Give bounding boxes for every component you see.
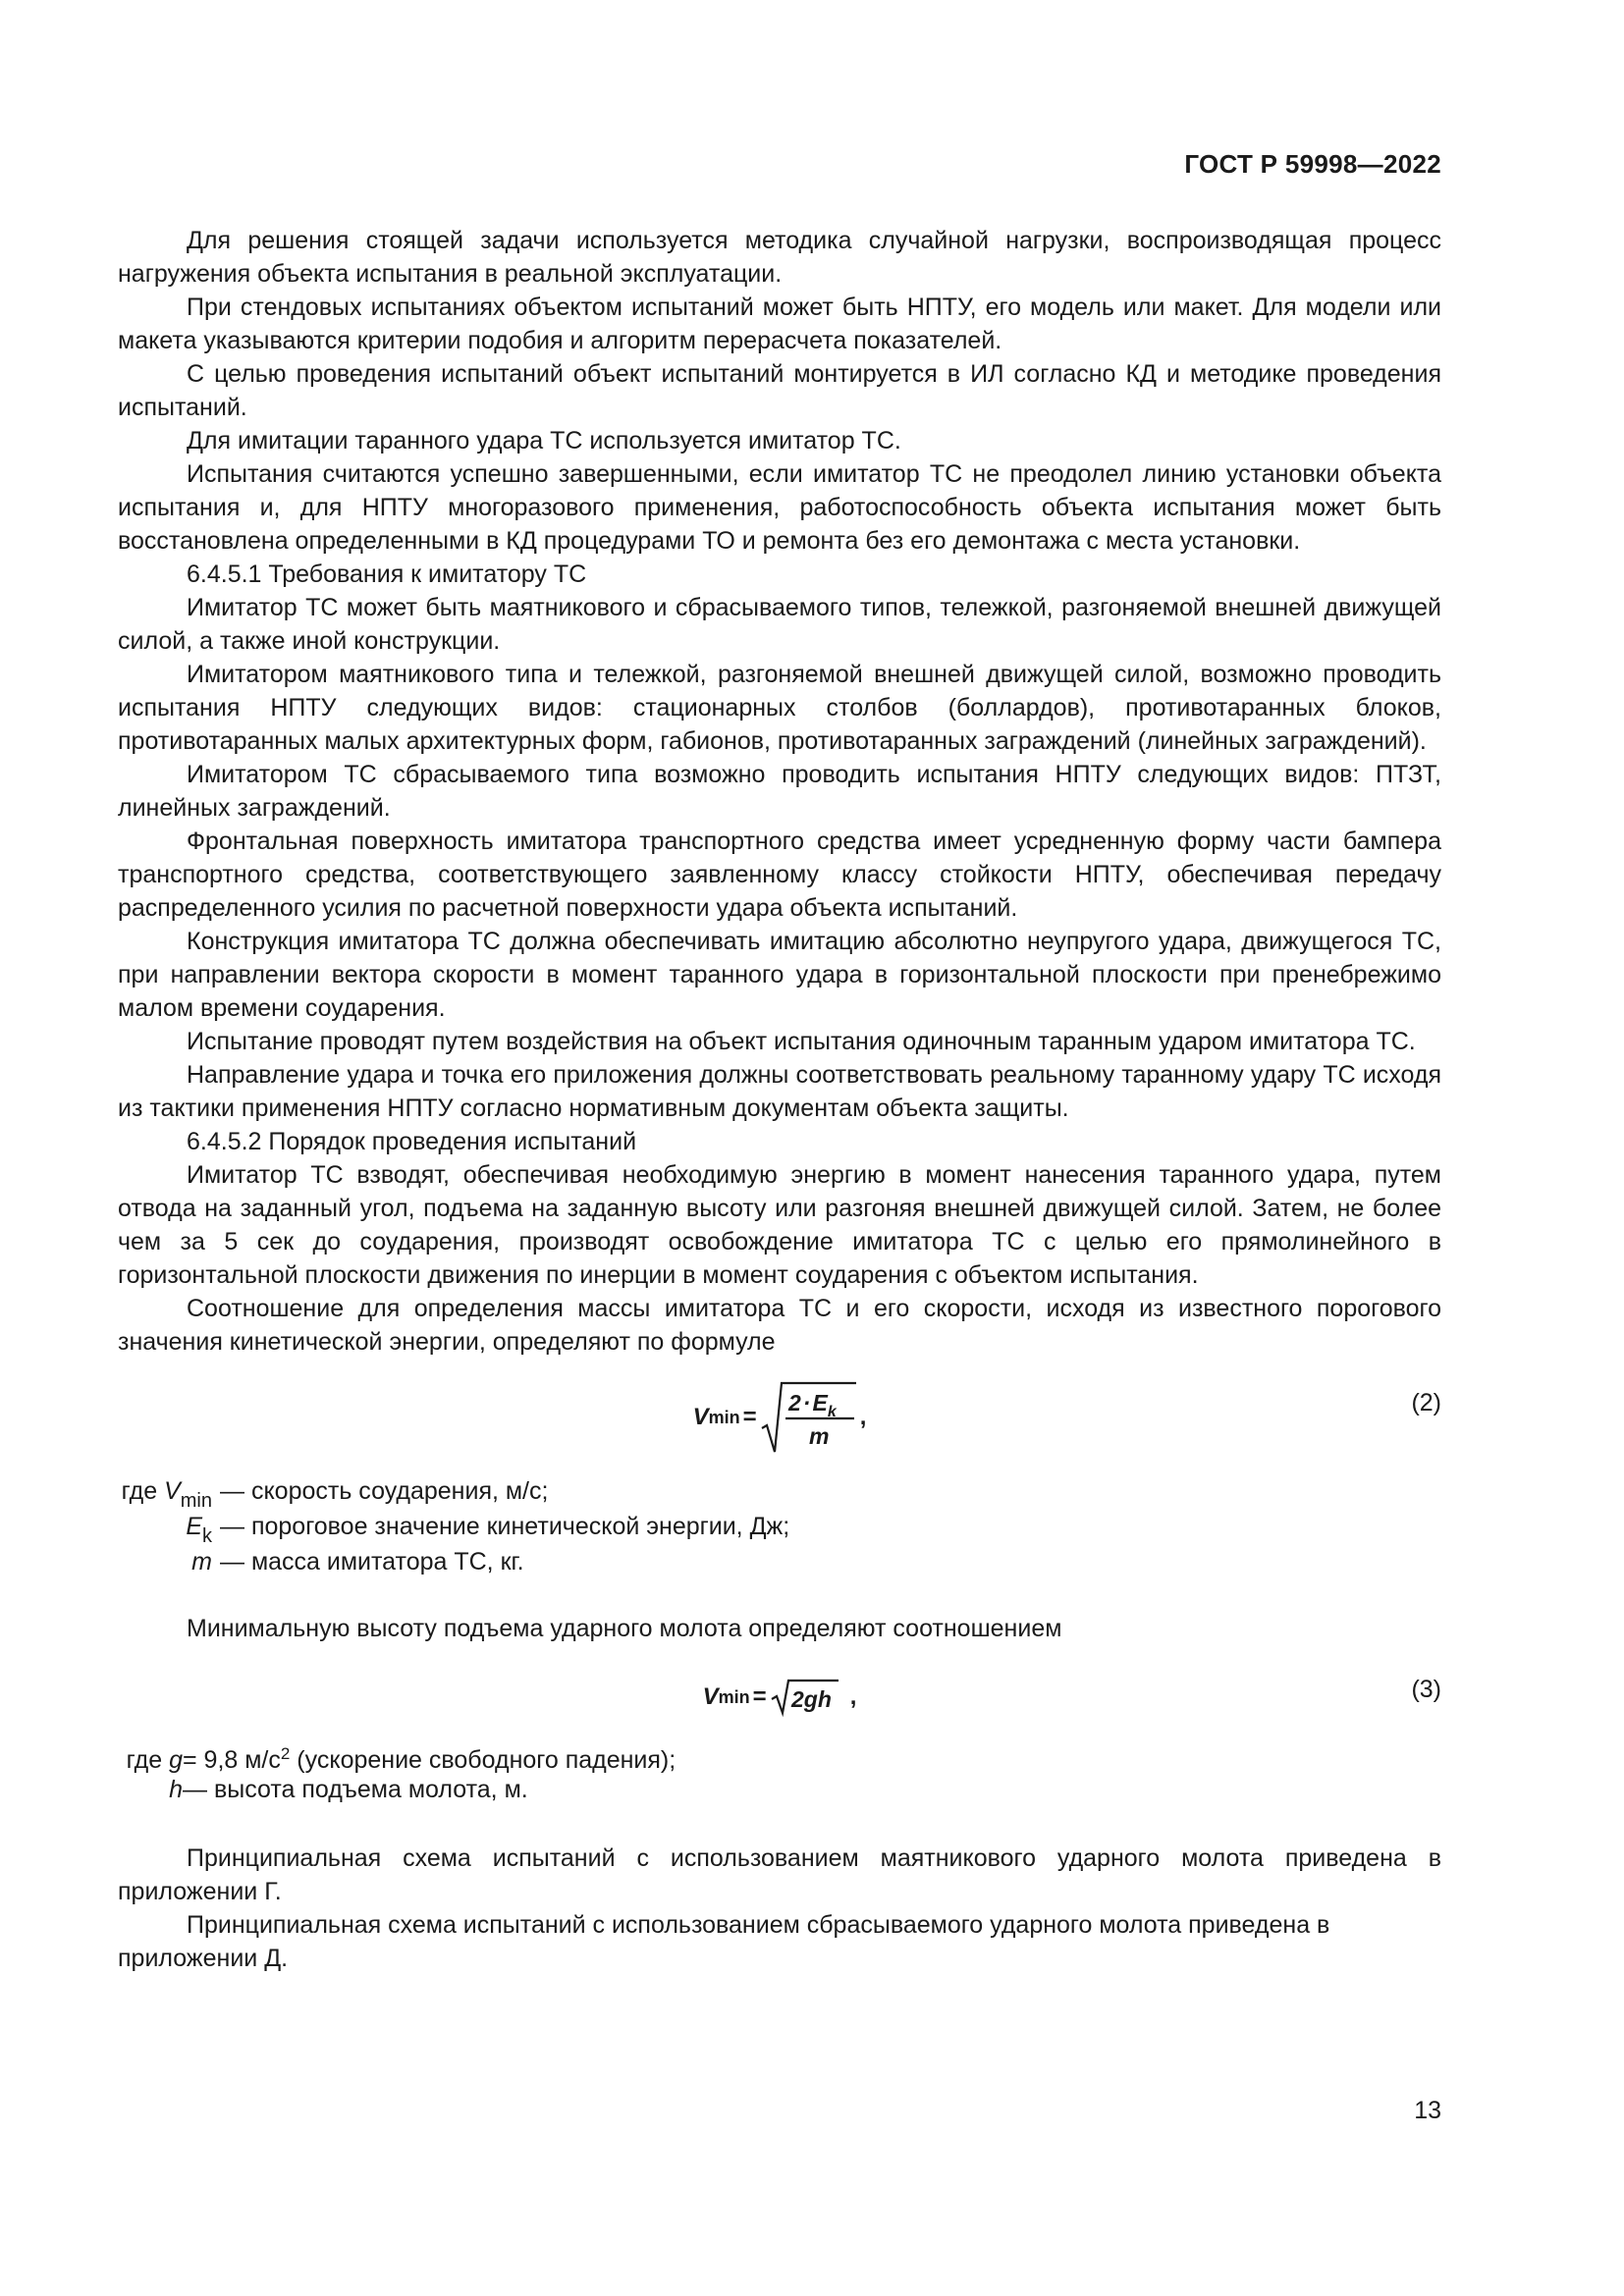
equation-number-2: (2) xyxy=(1411,1389,1441,1416)
paragraph: Направление удара и точка его приложения должны соответствовать реальному таранному удару ТС исходя из тактики применения НПТУ согласно нормативным документам объекта защиты. xyxy=(118,1061,1441,1122)
formula-2-num-var: E xyxy=(812,1390,828,1415)
paragraph: Для решения стоящей задачи используется методика случайной нагрузки, воспроизводящая процесс нагружения объекта испытания в реальной эксплуатации. xyxy=(118,227,1441,288)
formula-3 xyxy=(118,1665,1441,1730)
definition-text: — пороговое значение кинетической энергии, Дж; xyxy=(220,1513,790,1540)
paragraph: Конструкция имитатора ТС должна обеспечивать имитацию абсолютно неупругого удара, движущегося ТС, при направлении вектора скорости в момент таранного удара в горизонтальной плоскости при пренебрежимо малом времени соударения. xyxy=(118,928,1441,1022)
paragraph: При стендовых испытаниях объектом испытаний может быть НПТУ, его модель или макет. Для модели или макета указываются критерии подобия и алгоритм перерасчета показателей. xyxy=(118,294,1441,354)
paragraph: Имитатором ТС сбрасываемого типа возможно проводить испытания НПТУ следующих видов: ПТЗТ, линейных заграждений. xyxy=(118,761,1441,822)
definition-row xyxy=(118,1474,1441,1510)
formula-3-trail: , xyxy=(849,1683,857,1710)
section-heading-6-4-5-1: 6.4.5.1 Требования к имитатору ТС xyxy=(187,561,587,588)
definition-text: = 9,8 $м/с^2$ (ускорение свободного падения); xyxy=(183,1744,677,1774)
paragraph: Имитатором маятникового типа и тележкой, разгоняемой внешней движущей силой, возможно проводить испытания НПТУ следующих видов: стационарных столбов (боллардов), противотаранных блоков, противотаранных малых архитектурных форм, габионов, противотаранных заграждений (линейных заграждений). xyxy=(118,661,1441,755)
square-root-icon xyxy=(770,1678,840,1717)
definition-symbol: где g xyxy=(126,1746,183,1774)
formula-3-eq: = xyxy=(752,1683,767,1710)
definition-symbol: m xyxy=(191,1548,212,1575)
formula-2-num-sub: k xyxy=(827,1404,837,1420)
svg-text:2·Ek xyxy=(787,1390,838,1420)
equation-number-3: (3) xyxy=(1411,1676,1441,1703)
square-root-icon xyxy=(760,1379,858,1456)
definition-symbol: $E_k$ xyxy=(186,1513,212,1547)
paragraph: Имитатор ТС взводят, обеспечивая необходимую энергию в момент нанесения таранного удара, путем отвода на заданный угол, подъема на заданную высоту или разгоняя внешней движущей силой. Затем, не более чем за 5 сек до соударения, производят освобождение имитатора ТС с целью его прямолинейного в горизонтальной плоскости движения по инерции в момент соударения с объектом испытания. xyxy=(118,1161,1441,1289)
paragraph: Фронтальная поверхность имитатора транспортного средства имеет усредненную форму части бампера транспортного средства, соответствующего заявленному классу стойкости НПТУ, обеспечивая передачу распределенного усилия по расчетной поверхности удара объекта испытаний. xyxy=(118,828,1441,922)
definition-row xyxy=(118,1510,1441,1545)
definition-row xyxy=(118,1737,1441,1773)
formula-3-lhs-sub: min xyxy=(718,1687,750,1707)
formula-2-den: m xyxy=(808,1423,830,1449)
section-heading-6-4-5-2: 6.4.5.2 Порядок проведения испытаний xyxy=(187,1128,637,1155)
definition-row xyxy=(118,1773,1441,1808)
formula-3-expression xyxy=(118,1665,1441,1730)
definition-symbol: h xyxy=(169,1776,183,1803)
paragraph: Испытание проводят путем воздействия на объект испытания одиночным таранным ударом имитатора ТС. xyxy=(187,1028,1416,1055)
paragraph: С целью проведения испытаний объект испытаний монтируется в ИЛ согласно КД и методике проведения испытаний. xyxy=(118,360,1441,421)
definition-row xyxy=(118,1545,1441,1580)
variable-definitions-2 xyxy=(118,1474,1441,1580)
formula-2-num-dot: · xyxy=(802,1390,811,1415)
paragraph: Принципиальная схема испытаний с использованием сбрасываемого ударного молота приведена в приложении Д. xyxy=(118,1911,1330,1972)
formula-3-radicand: 2gh xyxy=(790,1686,832,1712)
formula-2-num-coef: 2 xyxy=(787,1390,801,1415)
paragraph: Минимальную высоту подъема ударного молота определяют соотношением xyxy=(187,1615,1062,1642)
formula-2-trail: , xyxy=(859,1404,867,1430)
page-number: 13 xyxy=(1414,2097,1441,2124)
paragraph: Испытания считаются успешно завершенными, если имитатор ТС не преодолел линию установки объекта испытания и, для НПТУ многоразового применения, работоспособность объекта испытания может быть восстановлена определенными в КД процедурами ТО и ремонта без его демонтажа с места установки. xyxy=(118,460,1441,555)
definition-text: — скорость соударения, м/с; xyxy=(220,1477,549,1505)
formula-3-lhs: V xyxy=(702,1683,719,1710)
formula-2 xyxy=(118,1374,1441,1461)
definition-text: — высота подъема молота, м. xyxy=(183,1776,528,1803)
variable-definitions-3 xyxy=(118,1737,1441,1808)
paragraph: Имитатор ТС может быть маятникового и сбрасываемого типов, тележкой, разгоняемой внешней движущей силой, а также иной конструкции. xyxy=(118,594,1441,655)
formula-2-eq: = xyxy=(742,1404,757,1430)
paragraph: Для имитации таранного удара ТС используется имитатор ТС. xyxy=(187,427,901,454)
definition-text: — масса имитатора ТС, кг. xyxy=(220,1548,524,1575)
formula-2-lhs-sub: min xyxy=(708,1408,740,1427)
document-header: ГОСТ Р 59998—2022 xyxy=(1184,149,1441,179)
paragraph: Соотношение для определения массы имитатора ТС и его скорости, исходя из известного порогового значения кинетической энергии, определяют по формуле xyxy=(118,1295,1441,1356)
body-text xyxy=(118,224,1441,1975)
paragraph: Принципиальная схема испытаний с использованием маятникового ударного молота приведена в приложении Г. xyxy=(118,1844,1441,1905)
definition-symbol: где $V_{min}$ xyxy=(121,1477,212,1512)
formula-2-expression xyxy=(118,1374,1441,1461)
formula-2-lhs: V xyxy=(692,1404,709,1430)
